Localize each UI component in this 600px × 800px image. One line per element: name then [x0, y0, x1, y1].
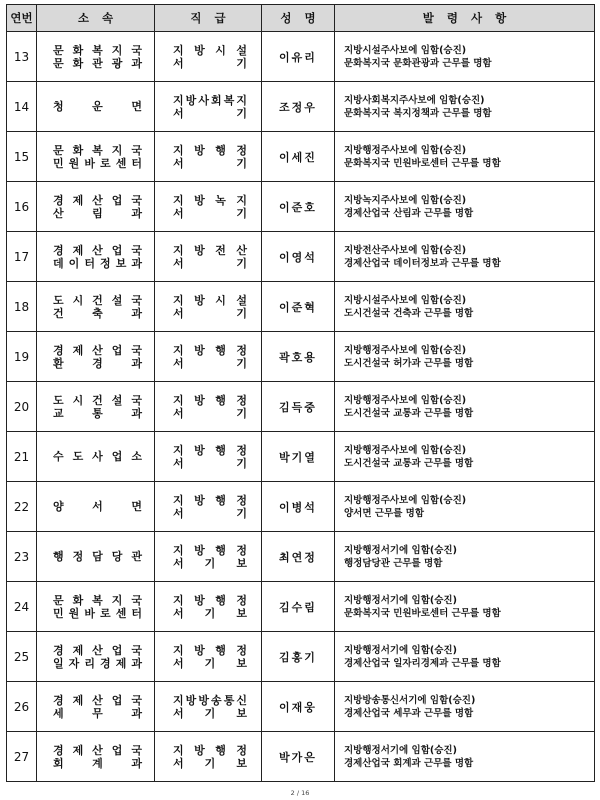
rank-cell	[155, 282, 262, 332]
dept-lines	[37, 644, 154, 670]
rank-line: 서 기	[173, 256, 247, 270]
dept-line: 행 정 담 당 관	[53, 550, 142, 563]
personnel-table	[6, 4, 595, 782]
dept-line: 데 이 터 정 보 과	[53, 256, 142, 270]
table-row	[7, 482, 595, 532]
row-number: 19	[7, 332, 37, 382]
order-note-line: 지방행정서기에 임함(승진)	[344, 744, 457, 756]
rank-line: 지 방 행 정	[173, 493, 247, 507]
person-name: 곽호용	[262, 332, 335, 382]
table-row	[7, 732, 595, 782]
dept-line: 경 제 산 업 국	[53, 243, 142, 257]
dept-line: 문 화 관 광 과	[53, 56, 142, 70]
row-number: 20	[7, 382, 37, 432]
person-name: 이준호	[262, 182, 335, 232]
rank-lines	[155, 44, 261, 70]
order-note-cell	[335, 232, 595, 282]
row-number: 17	[7, 232, 37, 282]
row-number: 21	[7, 432, 37, 482]
row-number: 23	[7, 532, 37, 582]
dept-lines	[37, 100, 154, 113]
dept-lines	[37, 694, 154, 720]
rank-line: 서 기 보	[173, 706, 247, 720]
order-note-line: 지방시설주사보에 임함(승진)	[344, 44, 467, 56]
order-note-line: 지방행정서기에 임함(승진)	[344, 644, 457, 656]
row-number: 14	[7, 82, 37, 132]
dept-cell	[37, 332, 155, 382]
dept-lines	[37, 744, 154, 770]
rank-lines	[155, 194, 261, 220]
dept-line: 청 운 면	[53, 100, 142, 113]
person-name: 최연정	[262, 532, 335, 582]
table-row	[7, 282, 595, 332]
rank-cell	[155, 482, 262, 532]
rank-cell	[155, 132, 262, 182]
person-name: 김수림	[262, 582, 335, 632]
rank-cell	[155, 532, 262, 582]
row-number: 13	[7, 32, 37, 82]
rank-cell	[155, 582, 262, 632]
rank-lines	[155, 94, 261, 120]
order-note-line: 지방전산주사보에 임함(승진)	[344, 244, 467, 256]
row-number: 18	[7, 282, 37, 332]
dept-cell	[37, 732, 155, 782]
person-name: 박가은	[262, 732, 335, 782]
dept-cell	[37, 482, 155, 532]
order-note-line: 경제산업국 데이터정보과 근무를 명함	[344, 257, 501, 269]
order-note-cell	[335, 132, 595, 182]
order-note-line: 경제산업국 세무과 근무를 명함	[344, 707, 474, 719]
order-note-line: 지방행정주사보에 임함(승진)	[344, 394, 467, 406]
rank-line: 서 기 보	[173, 606, 247, 620]
row-number: 15	[7, 132, 37, 182]
dept-lines	[37, 594, 154, 620]
rank-lines	[155, 144, 261, 170]
header-note: 발령사항	[335, 5, 595, 32]
order-note-cell	[335, 332, 595, 382]
rank-lines	[155, 544, 261, 570]
dept-line: 환 경 과	[53, 356, 142, 370]
dept-line: 민 원 바 로 센 터	[53, 156, 142, 170]
rank-lines	[155, 244, 261, 270]
row-number: 26	[7, 682, 37, 732]
dept-line: 경 제 산 업 국	[53, 743, 142, 757]
order-note-cell	[335, 732, 595, 782]
order-note-cell	[335, 482, 595, 532]
rank-line: 지 방 시 설	[173, 43, 247, 57]
row-number: 24	[7, 582, 37, 632]
table-row	[7, 332, 595, 382]
person-name: 이유리	[262, 32, 335, 82]
rank-line: 서 기	[173, 106, 247, 120]
order-note-line: 문화복지국 복지정책과 근무를 명함	[344, 107, 492, 119]
header-name: 성명	[262, 5, 335, 32]
order-note-line: 문화복지국 민원바로센터 근무를 명함	[344, 157, 501, 169]
rank-line: 서 기	[173, 506, 247, 520]
personnel-order-sheet	[6, 4, 594, 782]
dept-line: 경 제 산 업 국	[53, 343, 142, 357]
dept-line: 도 시 건 설 국	[53, 393, 142, 407]
rank-lines	[155, 444, 261, 470]
order-note-line: 지방행정서기에 임함(승진)	[344, 594, 457, 606]
dept-cell	[37, 532, 155, 582]
dept-cell	[37, 382, 155, 432]
rank-line: 지 방 사 회 복 지	[173, 93, 247, 107]
dept-line: 세 무 과	[53, 706, 142, 720]
person-name: 김홍기	[262, 632, 335, 682]
order-note-cell	[335, 382, 595, 432]
dept-lines	[37, 244, 154, 270]
order-note-line: 문화복지국 민원바로센터 근무를 명함	[344, 607, 501, 619]
order-note-line: 지방행정서기에 임함(승진)	[344, 544, 457, 556]
order-note-line: 지방행정주사보에 임함(승진)	[344, 444, 467, 456]
rank-cell	[155, 432, 262, 482]
rank-line: 서 기	[173, 306, 247, 320]
rank-line: 지 방 행 정	[173, 393, 247, 407]
rank-line: 서 기 보	[173, 756, 247, 770]
rank-line: 지 방 행 정	[173, 543, 247, 557]
rank-line: 서 기	[173, 206, 247, 220]
rank-line: 지 방 행 정	[173, 743, 247, 757]
order-note-cell	[335, 282, 595, 332]
dept-cell	[37, 82, 155, 132]
order-note-line: 도시건설국 교통과 근무를 명함	[344, 457, 474, 469]
table-row	[7, 582, 595, 632]
dept-lines	[37, 144, 154, 170]
dept-line: 산 림 과	[53, 206, 142, 220]
rank-lines	[155, 644, 261, 670]
order-note-line: 문화복지국 문화관광과 근무를 명함	[344, 57, 492, 69]
rank-cell	[155, 232, 262, 282]
rank-line: 서 기	[173, 56, 247, 70]
table-row	[7, 382, 595, 432]
page-number: 2 / 16	[290, 789, 310, 797]
order-note-line: 지방행정주사보에 임함(승진)	[344, 494, 467, 506]
rank-line: 지 방 행 정	[173, 343, 247, 357]
table-row	[7, 632, 595, 682]
rank-line: 서 기	[173, 356, 247, 370]
rank-lines	[155, 494, 261, 520]
order-note-cell	[335, 432, 595, 482]
order-note-line: 지방시설주사보에 임함(승진)	[344, 294, 467, 306]
rank-line: 서 기	[173, 456, 247, 470]
dept-cell	[37, 432, 155, 482]
dept-lines	[37, 194, 154, 220]
order-note-line: 지방녹지주사보에 임함(승진)	[344, 194, 467, 206]
person-name: 이세진	[262, 132, 335, 182]
dept-lines	[37, 550, 154, 563]
dept-lines	[37, 394, 154, 420]
table-row	[7, 182, 595, 232]
dept-line: 회 계 과	[53, 756, 142, 770]
rank-line: 지 방 행 정	[173, 593, 247, 607]
table-row	[7, 32, 595, 82]
order-note-cell	[335, 582, 595, 632]
dept-cell	[37, 132, 155, 182]
rank-line: 지 방 전 산	[173, 243, 247, 257]
rank-line: 지 방 행 정	[173, 643, 247, 657]
person-name: 이영석	[262, 232, 335, 282]
rank-cell	[155, 182, 262, 232]
row-number: 16	[7, 182, 37, 232]
person-name: 김득중	[262, 382, 335, 432]
table-row	[7, 232, 595, 282]
rank-line: 지 방 방 송 통 신	[173, 693, 247, 707]
dept-lines	[37, 344, 154, 370]
dept-line: 경 제 산 업 국	[53, 193, 142, 207]
rank-cell	[155, 632, 262, 682]
rank-cell	[155, 82, 262, 132]
rank-cell	[155, 32, 262, 82]
row-number: 27	[7, 732, 37, 782]
table-row	[7, 82, 595, 132]
rank-cell	[155, 382, 262, 432]
order-note-cell	[335, 532, 595, 582]
order-note-line: 지방행정주사보에 임함(승진)	[344, 144, 467, 156]
dept-line: 민 원 바 로 센 터	[53, 606, 142, 620]
order-note-line: 행정담당관 근무를 명함	[344, 557, 443, 569]
rank-line: 지 방 녹 지	[173, 193, 247, 207]
order-note-cell	[335, 682, 595, 732]
rank-lines	[155, 594, 261, 620]
rank-line: 서 기 보	[173, 656, 247, 670]
rank-lines	[155, 344, 261, 370]
rank-line: 지 방 행 정	[173, 143, 247, 157]
table-row	[7, 532, 595, 582]
dept-cell	[37, 32, 155, 82]
person-name: 이병석	[262, 482, 335, 532]
table-row	[7, 682, 595, 732]
order-note-cell	[335, 82, 595, 132]
order-note-cell	[335, 632, 595, 682]
order-note-cell	[335, 32, 595, 82]
rank-lines	[155, 694, 261, 720]
rank-line: 지 방 시 설	[173, 293, 247, 307]
header-row	[7, 5, 595, 32]
order-note-line: 지방사회복지주사보에 임함(승진)	[344, 94, 485, 106]
dept-line: 일 자 리 경 제 과	[53, 656, 142, 670]
header-rank: 직급	[155, 5, 262, 32]
dept-cell	[37, 282, 155, 332]
rank-line: 지 방 행 정	[173, 443, 247, 457]
rank-cell	[155, 732, 262, 782]
row-number: 25	[7, 632, 37, 682]
rank-lines	[155, 744, 261, 770]
dept-line: 도 시 건 설 국	[53, 293, 142, 307]
person-name: 박기열	[262, 432, 335, 482]
row-number: 22	[7, 482, 37, 532]
order-note-cell	[335, 182, 595, 232]
dept-line: 문 화 복 지 국	[53, 593, 142, 607]
dept-cell	[37, 582, 155, 632]
rank-line: 서 기 보	[173, 556, 247, 570]
order-note-line: 경제산업국 일자리경제과 근무를 명함	[344, 657, 501, 669]
order-note-line: 도시건설국 건축과 근무를 명함	[344, 307, 474, 319]
order-note-line: 도시건설국 교통과 근무를 명함	[344, 407, 474, 419]
dept-line: 건 축 과	[53, 306, 142, 320]
rank-line: 서 기	[173, 406, 247, 420]
person-name: 조정우	[262, 82, 335, 132]
dept-cell	[37, 232, 155, 282]
header-dept: 소속	[37, 5, 155, 32]
dept-line: 문 화 복 지 국	[53, 43, 142, 57]
person-name: 이준혁	[262, 282, 335, 332]
rank-lines	[155, 394, 261, 420]
order-note-line: 경제산업국 회계과 근무를 명함	[344, 757, 474, 769]
order-note-line: 지방행정주사보에 임함(승진)	[344, 344, 467, 356]
dept-cell	[37, 682, 155, 732]
dept-lines	[37, 44, 154, 70]
dept-cell	[37, 182, 155, 232]
person-name: 이재웅	[262, 682, 335, 732]
dept-line: 경 제 산 업 국	[53, 693, 142, 707]
dept-line: 문 화 복 지 국	[53, 143, 142, 157]
dept-line: 교 통 과	[53, 406, 142, 420]
dept-lines	[37, 500, 154, 513]
table-body	[7, 32, 595, 782]
order-note-line: 도시건설국 허가과 근무를 명함	[344, 357, 474, 369]
dept-lines	[37, 450, 154, 463]
rank-line: 서 기	[173, 156, 247, 170]
order-note-line: 양서면 근무를 명함	[344, 507, 425, 519]
dept-line: 양 서 면	[53, 500, 142, 513]
dept-cell	[37, 632, 155, 682]
table-row	[7, 432, 595, 482]
order-note-line: 경제산업국 산림과 근무를 명함	[344, 207, 474, 219]
dept-line: 수 도 사 업 소	[53, 450, 142, 463]
header-no: 연번	[7, 5, 37, 32]
dept-line: 경 제 산 업 국	[53, 643, 142, 657]
order-note-line: 지방방송통신서기에 임함(승진)	[344, 694, 476, 706]
dept-lines	[37, 294, 154, 320]
rank-lines	[155, 294, 261, 320]
rank-cell	[155, 332, 262, 382]
table-row	[7, 132, 595, 182]
rank-cell	[155, 682, 262, 732]
